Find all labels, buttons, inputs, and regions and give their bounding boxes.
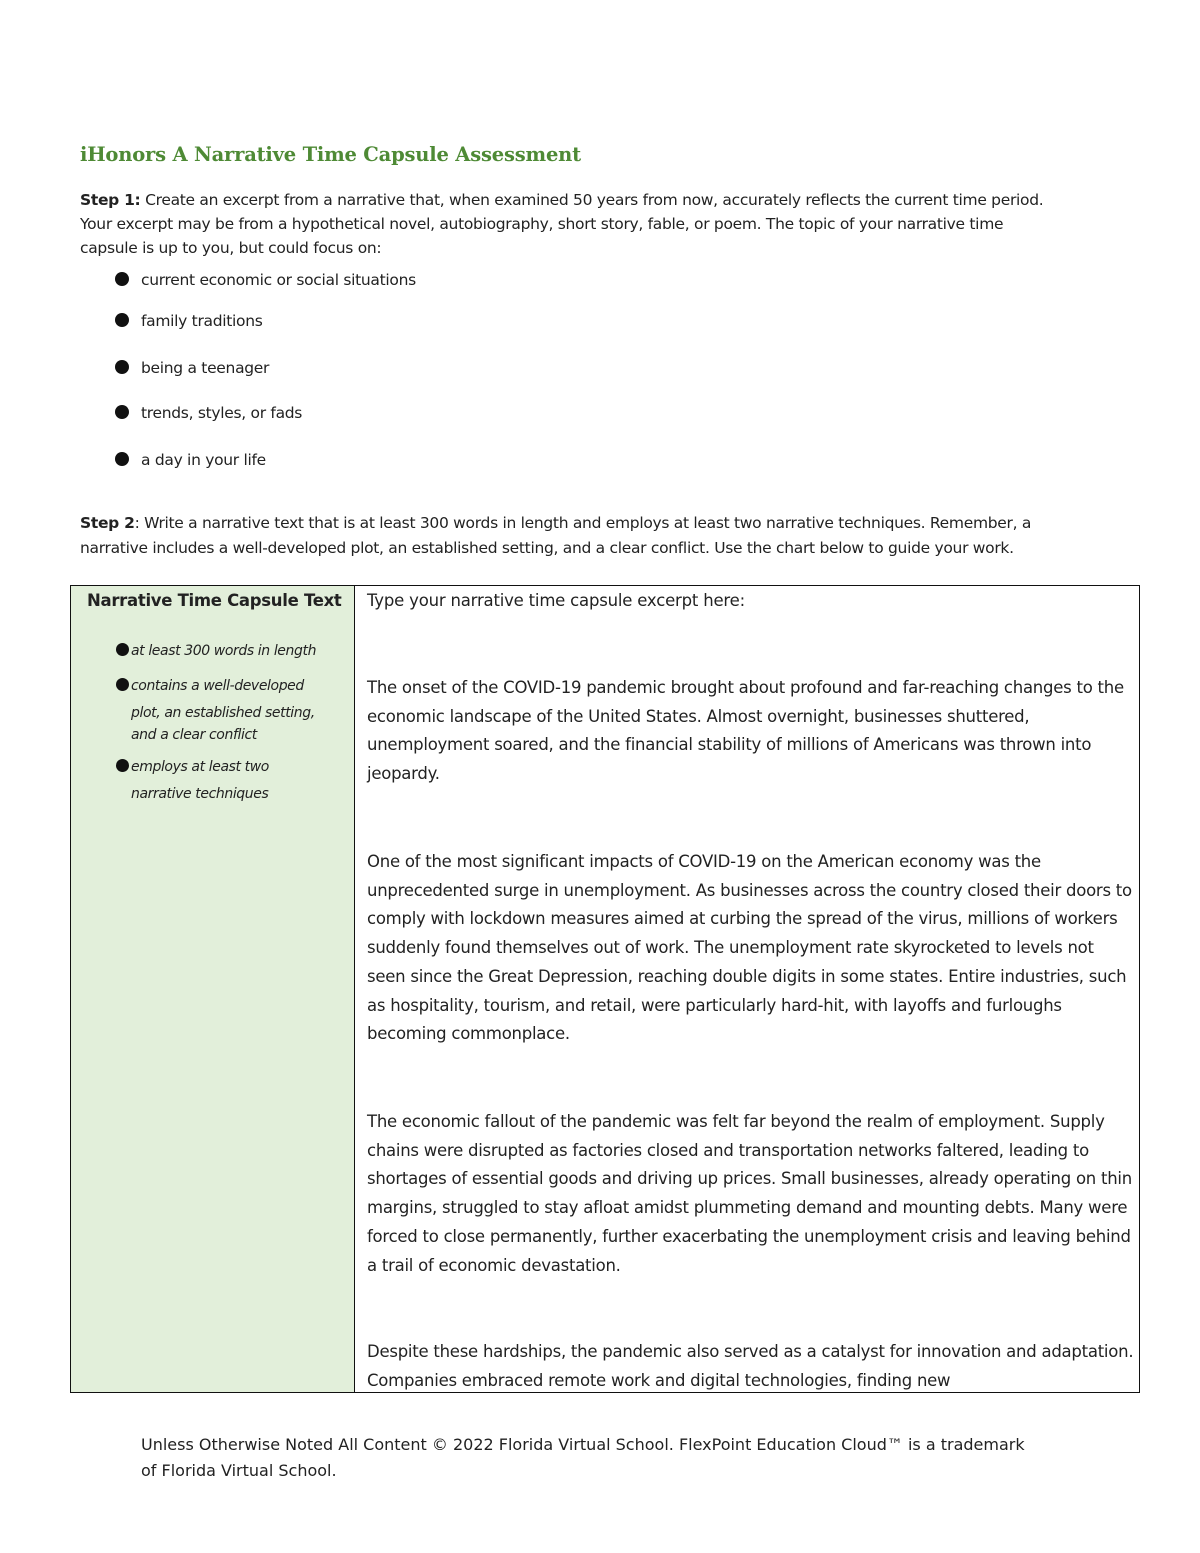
list-item: current economic or social situations <box>115 271 416 289</box>
list-item: at least 300 words in length <box>116 640 336 662</box>
bullet-icon <box>115 452 129 466</box>
step1-instructions <box>80 188 1060 260</box>
bullet-icon <box>116 678 129 691</box>
step2-text: : Write a narrative text that is at least 300 words in length and employs at least two narrative techniques. Remember, a narrative includes a well-developed plot, an established setting, and a clear conflict. Use the chart below to guide your work. <box>80 514 1032 557</box>
excerpt-cell[interactable] <box>355 586 1140 1393</box>
bullet-icon <box>116 643 129 656</box>
excerpt-paragraph: The onset of the COVID-19 pandemic brought about profound and far-reaching changes to the economic landscape of the United States. Almost overnight, businesses shuttered, unemployment soared, and the financial stability of millions of Americans was thrown into jeopardy. <box>367 678 1124 784</box>
capsule-table <box>70 585 1140 1393</box>
excerpt-prompt: Type your narrative time capsule excerpt here: <box>367 591 745 610</box>
list-item: contains a well-developed plot, an established setting, and a clear conflict <box>116 675 336 746</box>
list-item: trends, styles, or fads <box>115 404 302 422</box>
bullet-icon <box>115 272 129 286</box>
list-item: employs at least two narrative techniques <box>116 756 336 805</box>
requirements-heading: Narrative Time Capsule Text <box>87 591 342 610</box>
copyright-footer: Unless Otherwise Noted All Content © 2022 Florida Virtual School. FlexPoint Education Cloud™ is a trademark of Florida Virtual School. <box>141 1435 1025 1480</box>
requirements-cell <box>71 586 355 1393</box>
step2-instructions <box>80 511 1070 561</box>
bullet-icon <box>115 360 129 374</box>
excerpt-paragraph: Despite these hardships, the pandemic also served as a catalyst for innovation and adaptation. Companies embraced remote work and digital technologies, finding new <box>367 1342 1134 1390</box>
step1-text: Create an excerpt from a narrative that, when examined 50 years from now, accurately reflects the current time period. Your excerpt may be from a hypothetical novel, autobiography, short story, fable, or poem. The topic of your narrative time capsule is up to you, but could focus on: <box>80 191 1044 257</box>
page-title: iHonors A Narrative Time Capsule Assessment <box>80 143 581 166</box>
step2-label: Step 2 <box>80 514 135 532</box>
excerpt-paragraph: The economic fallout of the pandemic was felt far beyond the realm of employment. Supply chains were disrupted as factories closed and transportation networks faltered, leading to shortages of essential goods and driving up prices. Small businesses, already operating on thin margins, struggled to stay afloat amidst plummeting demand and mounting debts. Many were forced to close permanently, further exacerbating the unemployment crisis and leaving behind a trail of economic devastation. <box>367 1112 1132 1275</box>
bullet-icon <box>115 405 129 419</box>
list-item: a day in your life <box>115 451 266 469</box>
list-item: being a teenager <box>115 359 269 377</box>
excerpt-paragraph: One of the most significant impacts of COVID-19 on the American economy was the unprecedented surge in unemployment. As businesses across the country closed their doors to comply with lockdown measures aimed at curbing the spread of the virus, millions of workers suddenly found themselves out of work. The unemployment rate skyrocketed to levels not seen since the Great Depression, reaching double digits in some states. Entire industries, such as hospitality, tourism, and retail, were particularly hard-hit, with layoffs and furloughs becoming commonplace. <box>367 852 1132 1044</box>
step1-label: Step 1: <box>80 191 141 209</box>
bullet-icon <box>116 759 129 772</box>
list-item: family traditions <box>115 312 263 330</box>
bullet-icon <box>115 313 129 327</box>
